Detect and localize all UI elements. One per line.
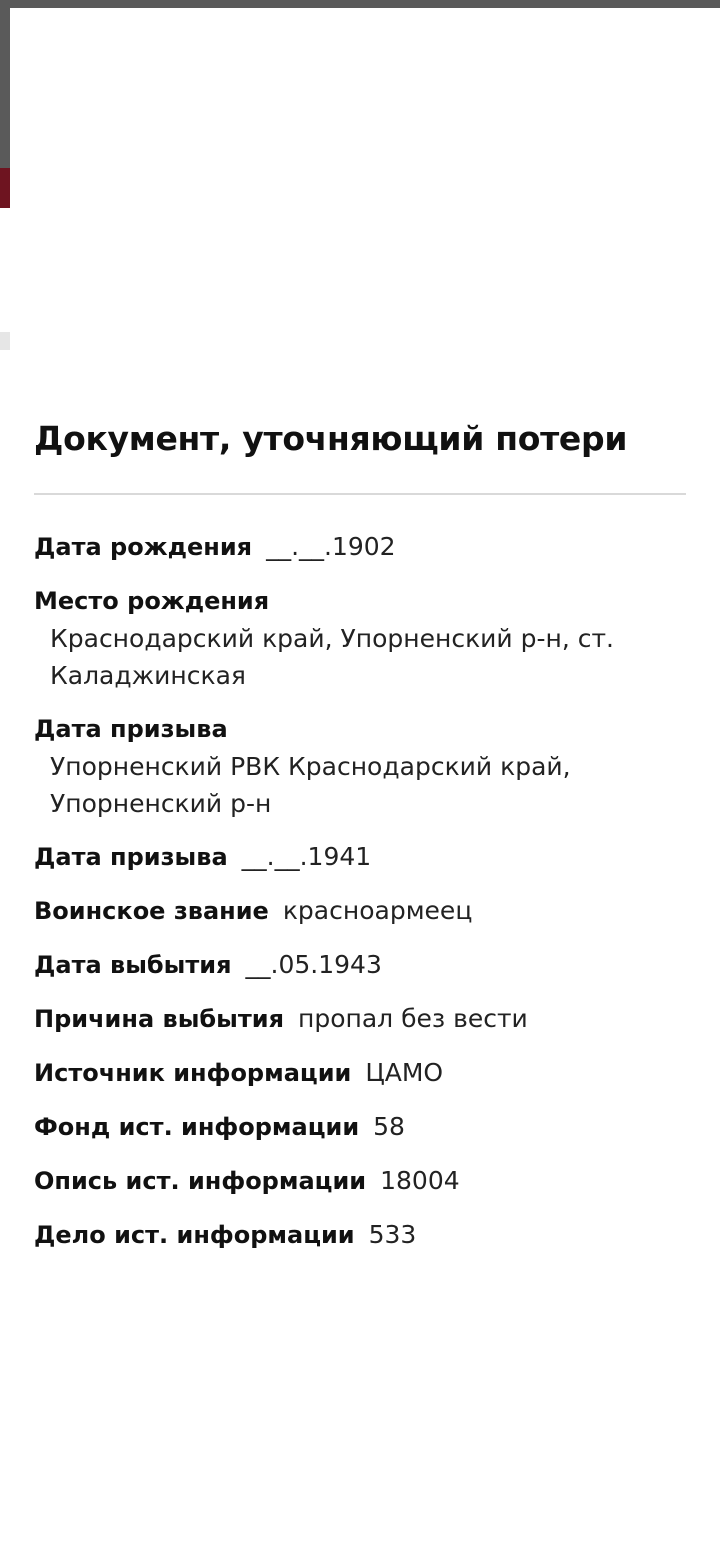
- field-label: Дата выбытия: [34, 951, 232, 979]
- field-value: __.__.1902: [266, 532, 396, 561]
- title-divider: [34, 493, 686, 495]
- fields-list: [34, 528, 686, 1254]
- field-label: Место рождения: [34, 587, 270, 615]
- field-label: Дата рождения: [34, 533, 253, 561]
- field-source-fund: [34, 1108, 686, 1146]
- field-label: Опись ист. информации: [34, 1167, 367, 1195]
- field-info-source: [34, 1054, 686, 1092]
- field-label: Фонд ист. информации: [34, 1113, 360, 1141]
- field-departure-date: [34, 946, 686, 984]
- field-label: Дата призыва: [34, 715, 228, 743]
- field-label: Причина выбытия: [34, 1005, 284, 1033]
- field-conscription-office: [34, 710, 686, 822]
- field-conscription-date: [34, 838, 686, 876]
- field-value: Краснодарский край, Упорненский р-н, ст. Каладжинская: [50, 624, 615, 690]
- field-label: Воинское звание: [34, 897, 269, 925]
- field-source-inventory: [34, 1162, 686, 1200]
- document-card: [34, 415, 686, 1270]
- field-birth-date: [34, 528, 686, 566]
- page-title: Документ, уточняющий потери: [34, 419, 628, 458]
- field-value: пропал без вести: [298, 1004, 528, 1033]
- field-source-case: [34, 1216, 686, 1254]
- field-value: красноармеец: [282, 896, 473, 925]
- field-birth-place: [34, 582, 686, 694]
- field-label: Дело ист. информации: [34, 1221, 355, 1249]
- field-label: Источник информации: [34, 1059, 352, 1087]
- field-military-rank: [34, 892, 686, 930]
- field-value: 18004: [380, 1166, 460, 1195]
- underlay-red-strip: [0, 168, 10, 208]
- field-departure-reason: [34, 1000, 686, 1038]
- field-value: 58: [373, 1112, 405, 1141]
- underlay-light-strip: [0, 332, 10, 350]
- field-value: __.__.1941: [241, 842, 372, 871]
- field-value: __.05.1943: [245, 950, 382, 979]
- field-label: Дата призыва: [34, 843, 228, 871]
- field-value: ЦАМО: [365, 1058, 444, 1087]
- underlay-top-strip: [0, 0, 720, 8]
- field-value: 533: [368, 1220, 417, 1249]
- underlay-left-strip: [0, 0, 10, 168]
- field-value: Упорненский РВК Краснодарский край, Упорненский р-н: [50, 752, 571, 818]
